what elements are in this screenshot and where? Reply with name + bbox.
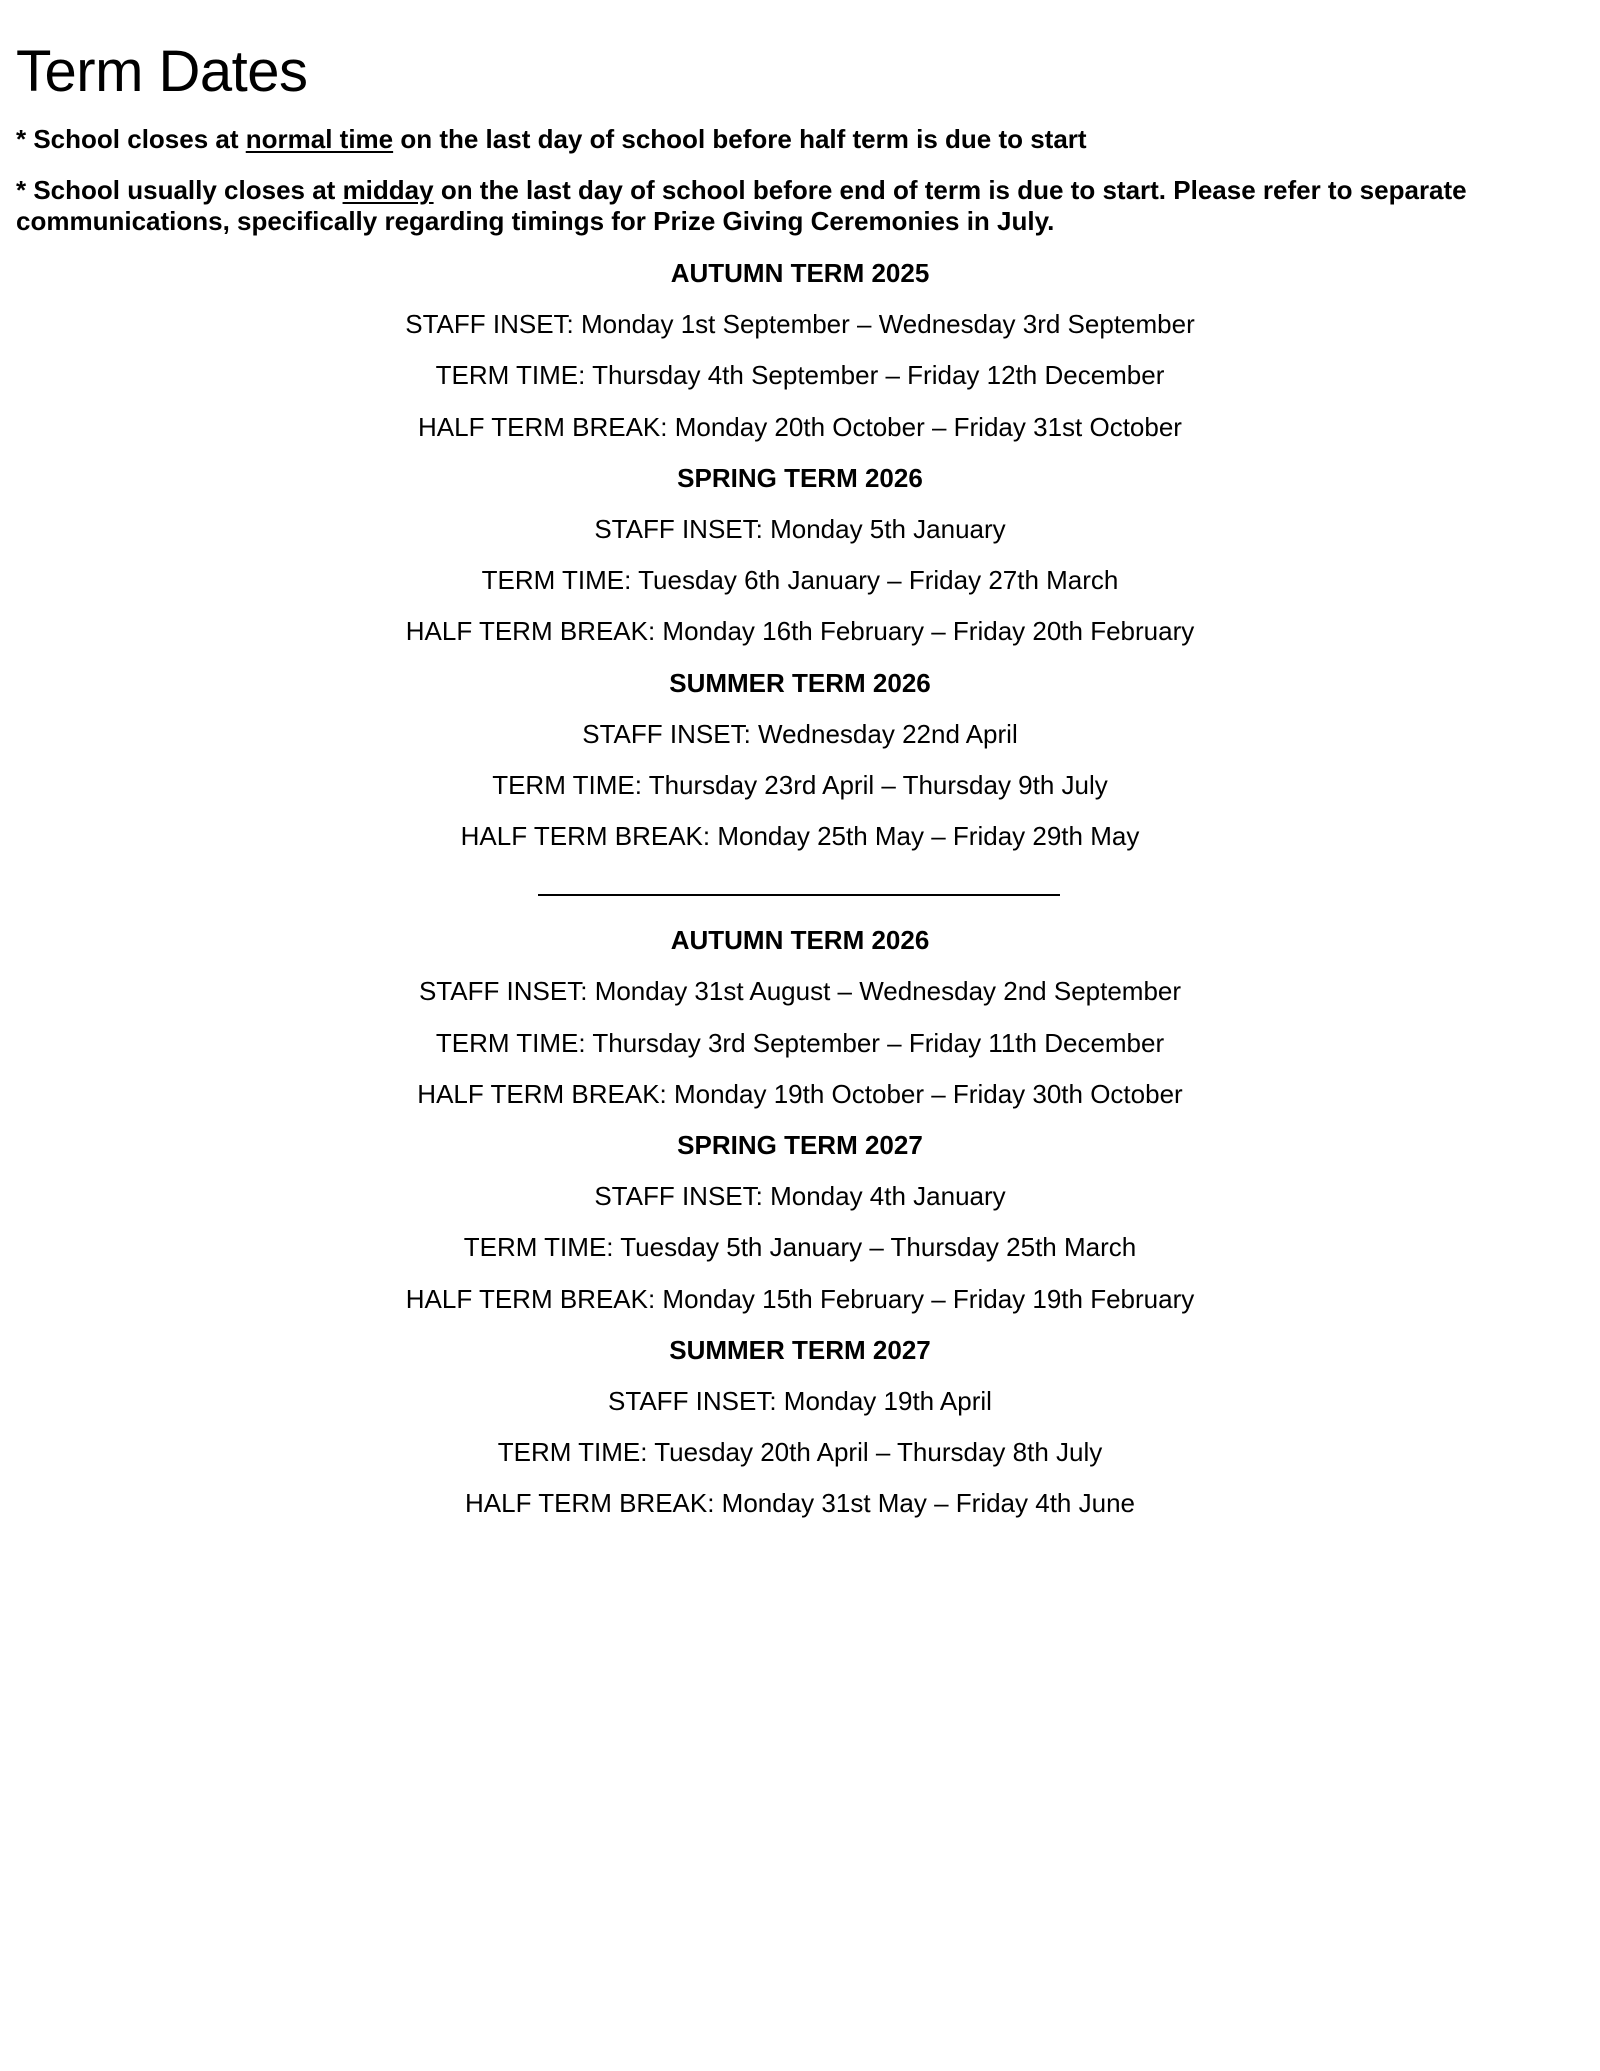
term-time-entry: TERM TIME: Tuesday 20th April – Thursday 8th July	[497, 1437, 1103, 1468]
half-term-break-entry: HALF TERM BREAK: Monday 16th February – Friday 20th February	[405, 616, 1195, 647]
staff-inset-entry: STAFF INSET: Wednesday 22nd April	[582, 718, 1018, 749]
academic-year-2025-2026	[0, 253, 1600, 867]
page-title: Term Dates	[16, 39, 308, 104]
notice-text: * School usually closes at	[16, 175, 343, 205]
divider-line	[538, 894, 1060, 896]
term-block-summer-2027	[0, 1330, 1600, 1535]
term-time-entry: TERM TIME: Thursday 3rd September – Friday 11th December	[435, 1027, 1165, 1058]
notice-text: on the last day of school before half term is due to start	[393, 124, 1087, 154]
term-time-entry: TERM TIME: Tuesday 6th January – Friday 27th March	[481, 565, 1119, 596]
term-time-entry: TERM TIME: Tuesday 5th January – Thursday 25th March	[463, 1232, 1137, 1263]
term-time-entry: TERM TIME: Thursday 23rd April – Thursday 9th July	[492, 769, 1108, 800]
term-block-spring-2027	[0, 1125, 1600, 1330]
staff-inset-entry: STAFF INSET: Monday 5th January	[594, 513, 1006, 544]
half-term-closing-notice	[16, 124, 1586, 155]
half-term-break-entry: HALF TERM BREAK: Monday 15th February – Friday 19th February	[405, 1283, 1195, 1314]
staff-inset-entry: STAFF INSET: Monday 4th January	[594, 1181, 1006, 1212]
staff-inset-entry: STAFF INSET: Monday 31st August – Wednesday 2nd September	[418, 976, 1182, 1007]
staff-inset-entry: STAFF INSET: Monday 1st September – Wednesday 3rd September	[405, 309, 1195, 340]
term-block-spring-2026	[0, 458, 1600, 663]
academic-year-2026-2027	[0, 920, 1600, 1534]
half-term-break-entry: HALF TERM BREAK: Monday 31st May – Friday 4th June	[464, 1488, 1135, 1519]
half-term-break-entry: HALF TERM BREAK: Monday 25th May – Friday 29th May	[460, 821, 1140, 852]
term-block-autumn-2026	[0, 920, 1600, 1125]
term-heading: AUTUMN TERM 2025	[670, 258, 930, 288]
notice-emphasis: normal time	[245, 124, 394, 154]
term-heading: SUMMER TERM 2027	[669, 1334, 931, 1365]
notice-text: on the last day of school before end of term is due to start. Please refer to separate communications, specifically regarding timings for Prize Giving Ceremonies in July.	[16, 175, 1467, 236]
term-heading: AUTUMN TERM 2026	[670, 925, 930, 956]
term-block-autumn-2025	[0, 253, 1600, 458]
term-dates-list	[0, 253, 1600, 1535]
end-of-term-closing-notice	[16, 175, 1586, 237]
year-divider	[0, 867, 1600, 920]
half-term-break-entry: HALF TERM BREAK: Monday 19th October – Friday 30th October	[417, 1078, 1183, 1109]
staff-inset-entry: STAFF INSET: Monday 19th April	[608, 1385, 992, 1416]
term-heading: SUMMER TERM 2026	[669, 667, 931, 698]
term-time-entry: TERM TIME: Thursday 4th September – Friday 12th December	[435, 360, 1165, 391]
notice-emphasis: midday	[342, 175, 434, 205]
term-heading: SPRING TERM 2027	[677, 1130, 923, 1160]
half-term-break-entry: HALF TERM BREAK: Monday 20th October – Friday 31st October	[418, 411, 1182, 442]
notice-text: * School closes at	[16, 124, 246, 154]
term-heading: SPRING TERM 2026	[677, 462, 923, 493]
term-block-summer-2026	[0, 663, 1600, 868]
